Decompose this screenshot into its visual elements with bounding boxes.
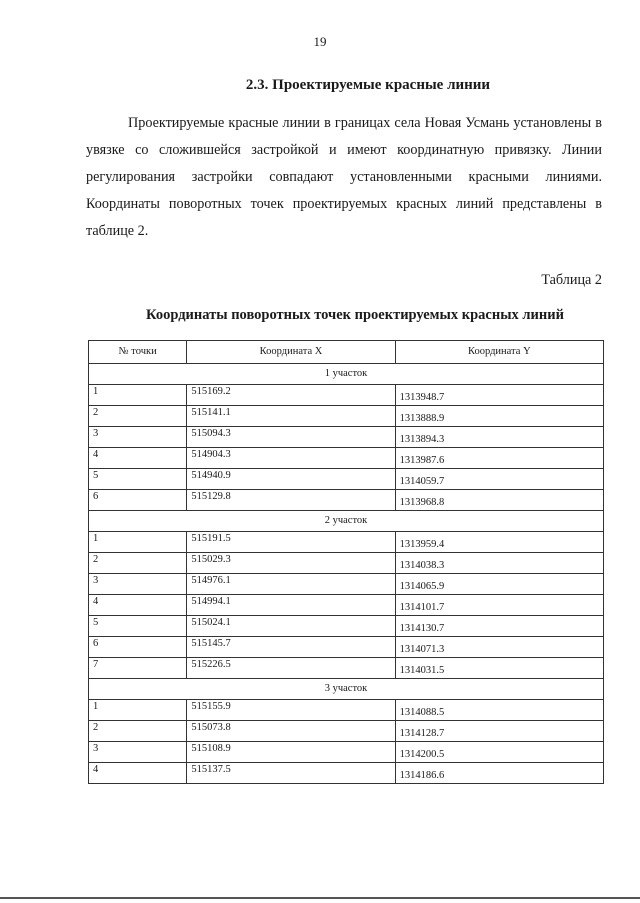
coordinate-y-cell: 1314088.5	[395, 700, 603, 721]
table-body	[89, 364, 604, 784]
coordinate-x-cell: 515191.5	[187, 532, 395, 553]
point-number-cell: 5	[89, 616, 187, 637]
coordinate-x-cell: 515141.1	[187, 406, 395, 427]
coordinate-x-cell: 514976.1	[187, 574, 395, 595]
table-row	[89, 385, 604, 406]
table-label: Таблица 2	[541, 272, 602, 288]
coordinates-table	[88, 340, 604, 784]
coordinate-x-cell: 515169.2	[187, 385, 395, 406]
table-caption: Координаты поворотных точек проектируемых красных линий	[146, 307, 564, 323]
section-heading: 2.3. Проектируемые красные линии	[245, 77, 491, 93]
point-number-cell: 2	[89, 553, 187, 574]
table-section-row	[89, 364, 604, 385]
table-section-row	[89, 679, 604, 700]
table-row	[89, 406, 604, 427]
header-coordinate-y: Координата Y	[395, 341, 603, 364]
coordinate-x-cell: 515155.9	[187, 700, 395, 721]
table-row	[89, 574, 604, 595]
coordinate-y-cell: 1314071.3	[395, 637, 603, 658]
table-row	[89, 490, 604, 511]
point-number-cell: 1	[89, 532, 187, 553]
table-row	[89, 427, 604, 448]
coordinate-y-cell: 1313888.9	[395, 406, 603, 427]
table-row	[89, 553, 604, 574]
point-number-cell: 1	[89, 700, 187, 721]
coordinate-x-cell: 515145.7	[187, 637, 395, 658]
coordinate-y-cell: 1314059.7	[395, 469, 603, 490]
header-point-number: № точки	[89, 341, 187, 364]
table-row	[89, 448, 604, 469]
table-row	[89, 721, 604, 742]
coordinate-y-cell: 1314031.5	[395, 658, 603, 679]
coordinate-x-cell: 515094.3	[187, 427, 395, 448]
coordinate-y-cell: 1313948.7	[395, 385, 603, 406]
section-title: 3 участок	[89, 679, 604, 700]
coordinate-y-cell: 1314200.5	[395, 742, 603, 763]
coordinate-y-cell: 1313968.8	[395, 490, 603, 511]
header-coordinate-x: Координата X	[187, 341, 395, 364]
coordinate-x-cell: 514940.9	[187, 469, 395, 490]
table-row	[89, 616, 604, 637]
coordinate-x-cell: 515129.8	[187, 490, 395, 511]
point-number-cell: 3	[89, 574, 187, 595]
coordinate-x-cell: 515226.5	[187, 658, 395, 679]
table-section-row	[89, 511, 604, 532]
table-row	[89, 700, 604, 721]
table-row	[89, 595, 604, 616]
coordinate-x-cell: 515024.1	[187, 616, 395, 637]
point-number-cell: 7	[89, 658, 187, 679]
point-number-cell: 6	[89, 490, 187, 511]
coordinate-y-cell: 1313894.3	[395, 427, 603, 448]
coordinate-y-cell: 1313987.6	[395, 448, 603, 469]
coordinate-y-cell: 1314101.7	[395, 595, 603, 616]
coordinate-x-cell: 514994.1	[187, 595, 395, 616]
point-number-cell: 3	[89, 427, 187, 448]
page-bottom-border	[0, 897, 640, 899]
table-row	[89, 637, 604, 658]
body-paragraph: Проектируемые красные линии в границах села Новая Усмань установлены в увязке со сложившейся застройкой и имеют координатную привязку. Линии регулирования застройки совпадают установленными красными линиями. Координаты поворотных точек проектируемых красных линий представлены в таблице 2.	[86, 115, 602, 239]
section-title: 2 участок	[89, 511, 604, 532]
point-number-cell: 6	[89, 637, 187, 658]
coordinate-y-cell: 1314065.9	[395, 574, 603, 595]
table-row	[89, 469, 604, 490]
coordinate-x-cell: 515073.8	[187, 721, 395, 742]
point-number-cell: 5	[89, 469, 187, 490]
coordinate-x-cell: 515108.9	[187, 742, 395, 763]
table-row	[89, 532, 604, 553]
page-number: 19	[313, 34, 327, 49]
table-row	[89, 742, 604, 763]
table-row	[89, 763, 604, 784]
point-number-cell: 2	[89, 721, 187, 742]
coordinate-x-cell: 514904.3	[187, 448, 395, 469]
point-number-cell: 4	[89, 763, 187, 784]
coordinate-y-cell: 1314186.6	[395, 763, 603, 784]
point-number-cell: 3	[89, 742, 187, 763]
coordinate-x-cell: 515137.5	[187, 763, 395, 784]
section-title: 1 участок	[89, 364, 604, 385]
point-number-cell: 2	[89, 406, 187, 427]
point-number-cell: 4	[89, 595, 187, 616]
coordinate-y-cell: 1314128.7	[395, 721, 603, 742]
point-number-cell: 1	[89, 385, 187, 406]
table-header-row	[89, 341, 604, 364]
point-number-cell: 4	[89, 448, 187, 469]
coordinate-y-cell: 1314038.3	[395, 553, 603, 574]
coordinate-y-cell: 1314130.7	[395, 616, 603, 637]
coordinate-y-cell: 1313959.4	[395, 532, 603, 553]
coordinate-x-cell: 515029.3	[187, 553, 395, 574]
table-row	[89, 658, 604, 679]
